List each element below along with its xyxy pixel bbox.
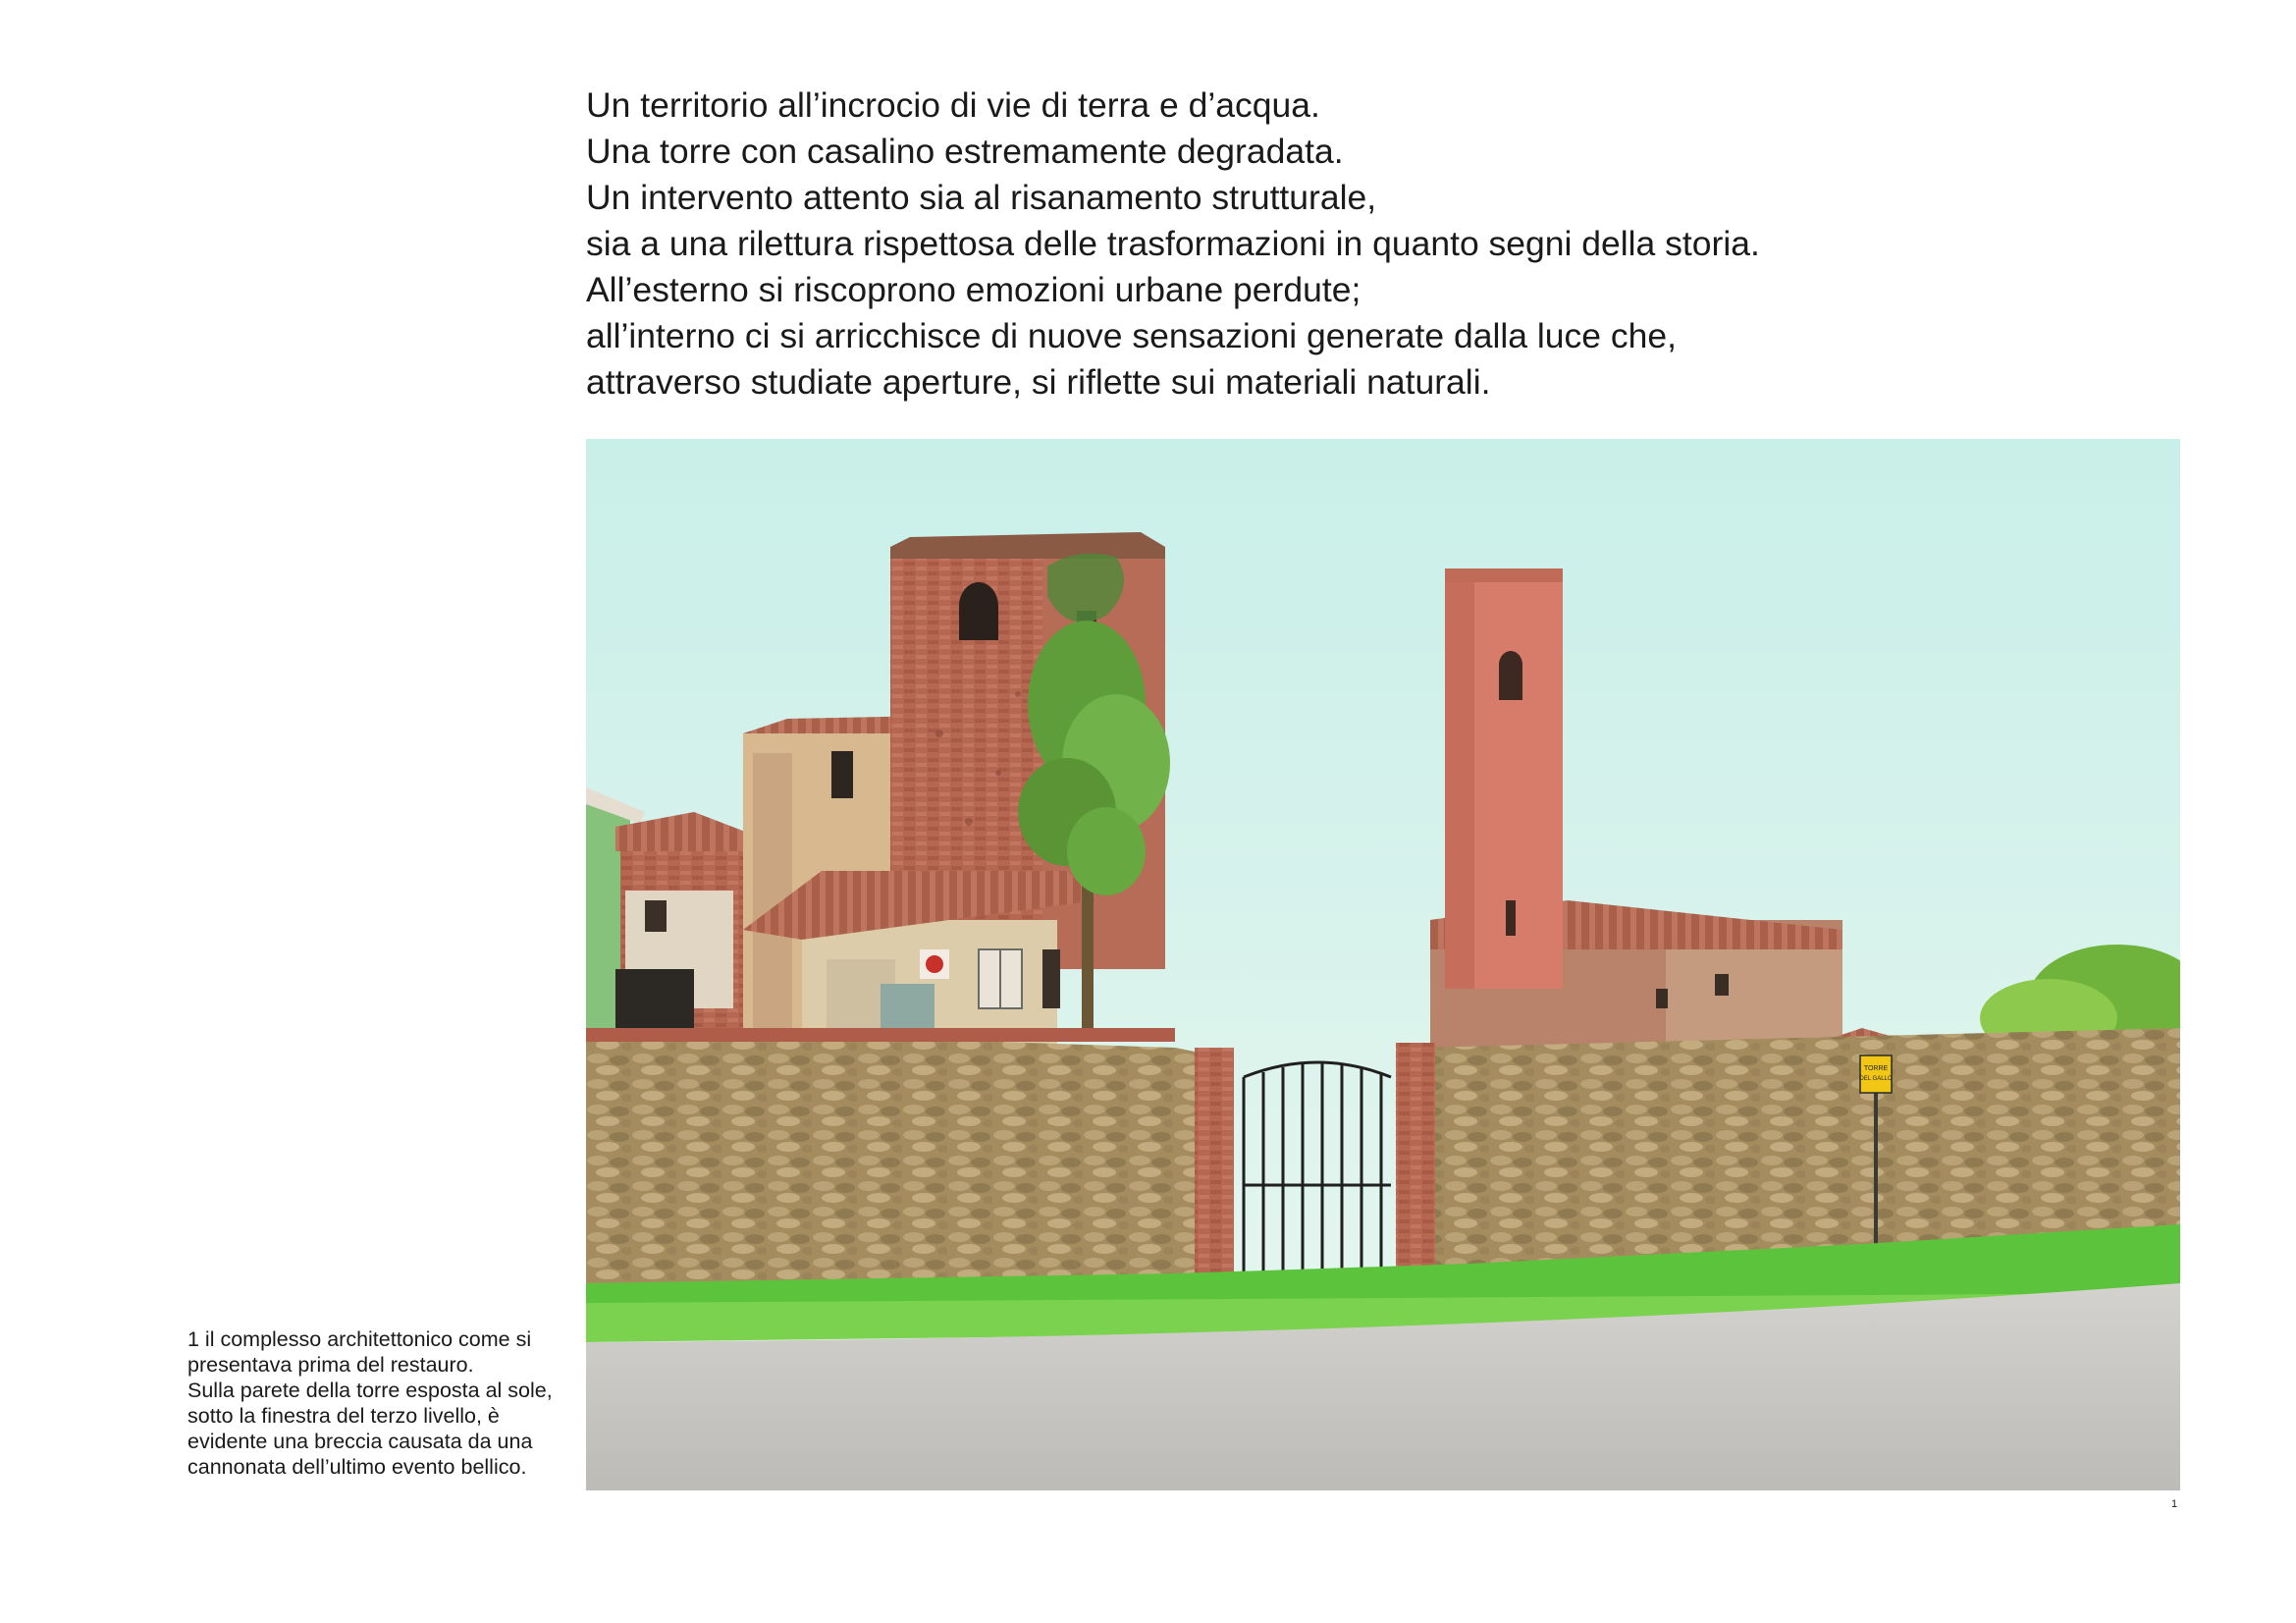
figure-caption — [187, 1326, 580, 1480]
intro-line: All’esterno si riscoprono emozioni urbane perdute; — [586, 270, 1362, 309]
caption-line: presentava prima del restauro. — [187, 1353, 474, 1377]
sign-line: DEL GALLO — [1859, 1076, 1893, 1082]
intro-line: Una torre con casalino estremamente degradata. — [586, 132, 1344, 171]
intro-line: sia a una rilettura rispettosa delle trasformazioni in quanto segni della storia. — [586, 224, 1760, 263]
page-number: 1 — [2171, 1498, 2178, 1510]
intro-line: Un intervento attento sia al risanamento strutturale, — [586, 178, 1377, 217]
caption-line: cannonata dell’ultimo evento bellico. — [187, 1455, 527, 1479]
intro-line: attraverso studiate aperture, si riflette sui materiali naturali. — [586, 362, 1491, 402]
tower-photo — [586, 439, 2180, 1490]
intro-text — [586, 82, 2206, 406]
intro-line: all’interno ci si arricchisce di nuove sensazioni generate dalla luce che, — [586, 316, 1677, 355]
caption-line: evidente una breccia causata da una — [187, 1430, 533, 1453]
bell-tower — [1445, 568, 1563, 989]
left-house — [615, 812, 758, 1048]
caption-line: 1 il complesso architettonico come si — [187, 1327, 532, 1351]
sign-line: TORRE — [1863, 1065, 1889, 1072]
caption-line: sotto la finestra del terzo livello, è — [187, 1404, 500, 1428]
intro-line: Un territorio all’incrocio di vie di terra e d’acqua. — [586, 85, 1320, 125]
caption-line: Sulla parete della torre esposta al sole, — [187, 1379, 553, 1402]
